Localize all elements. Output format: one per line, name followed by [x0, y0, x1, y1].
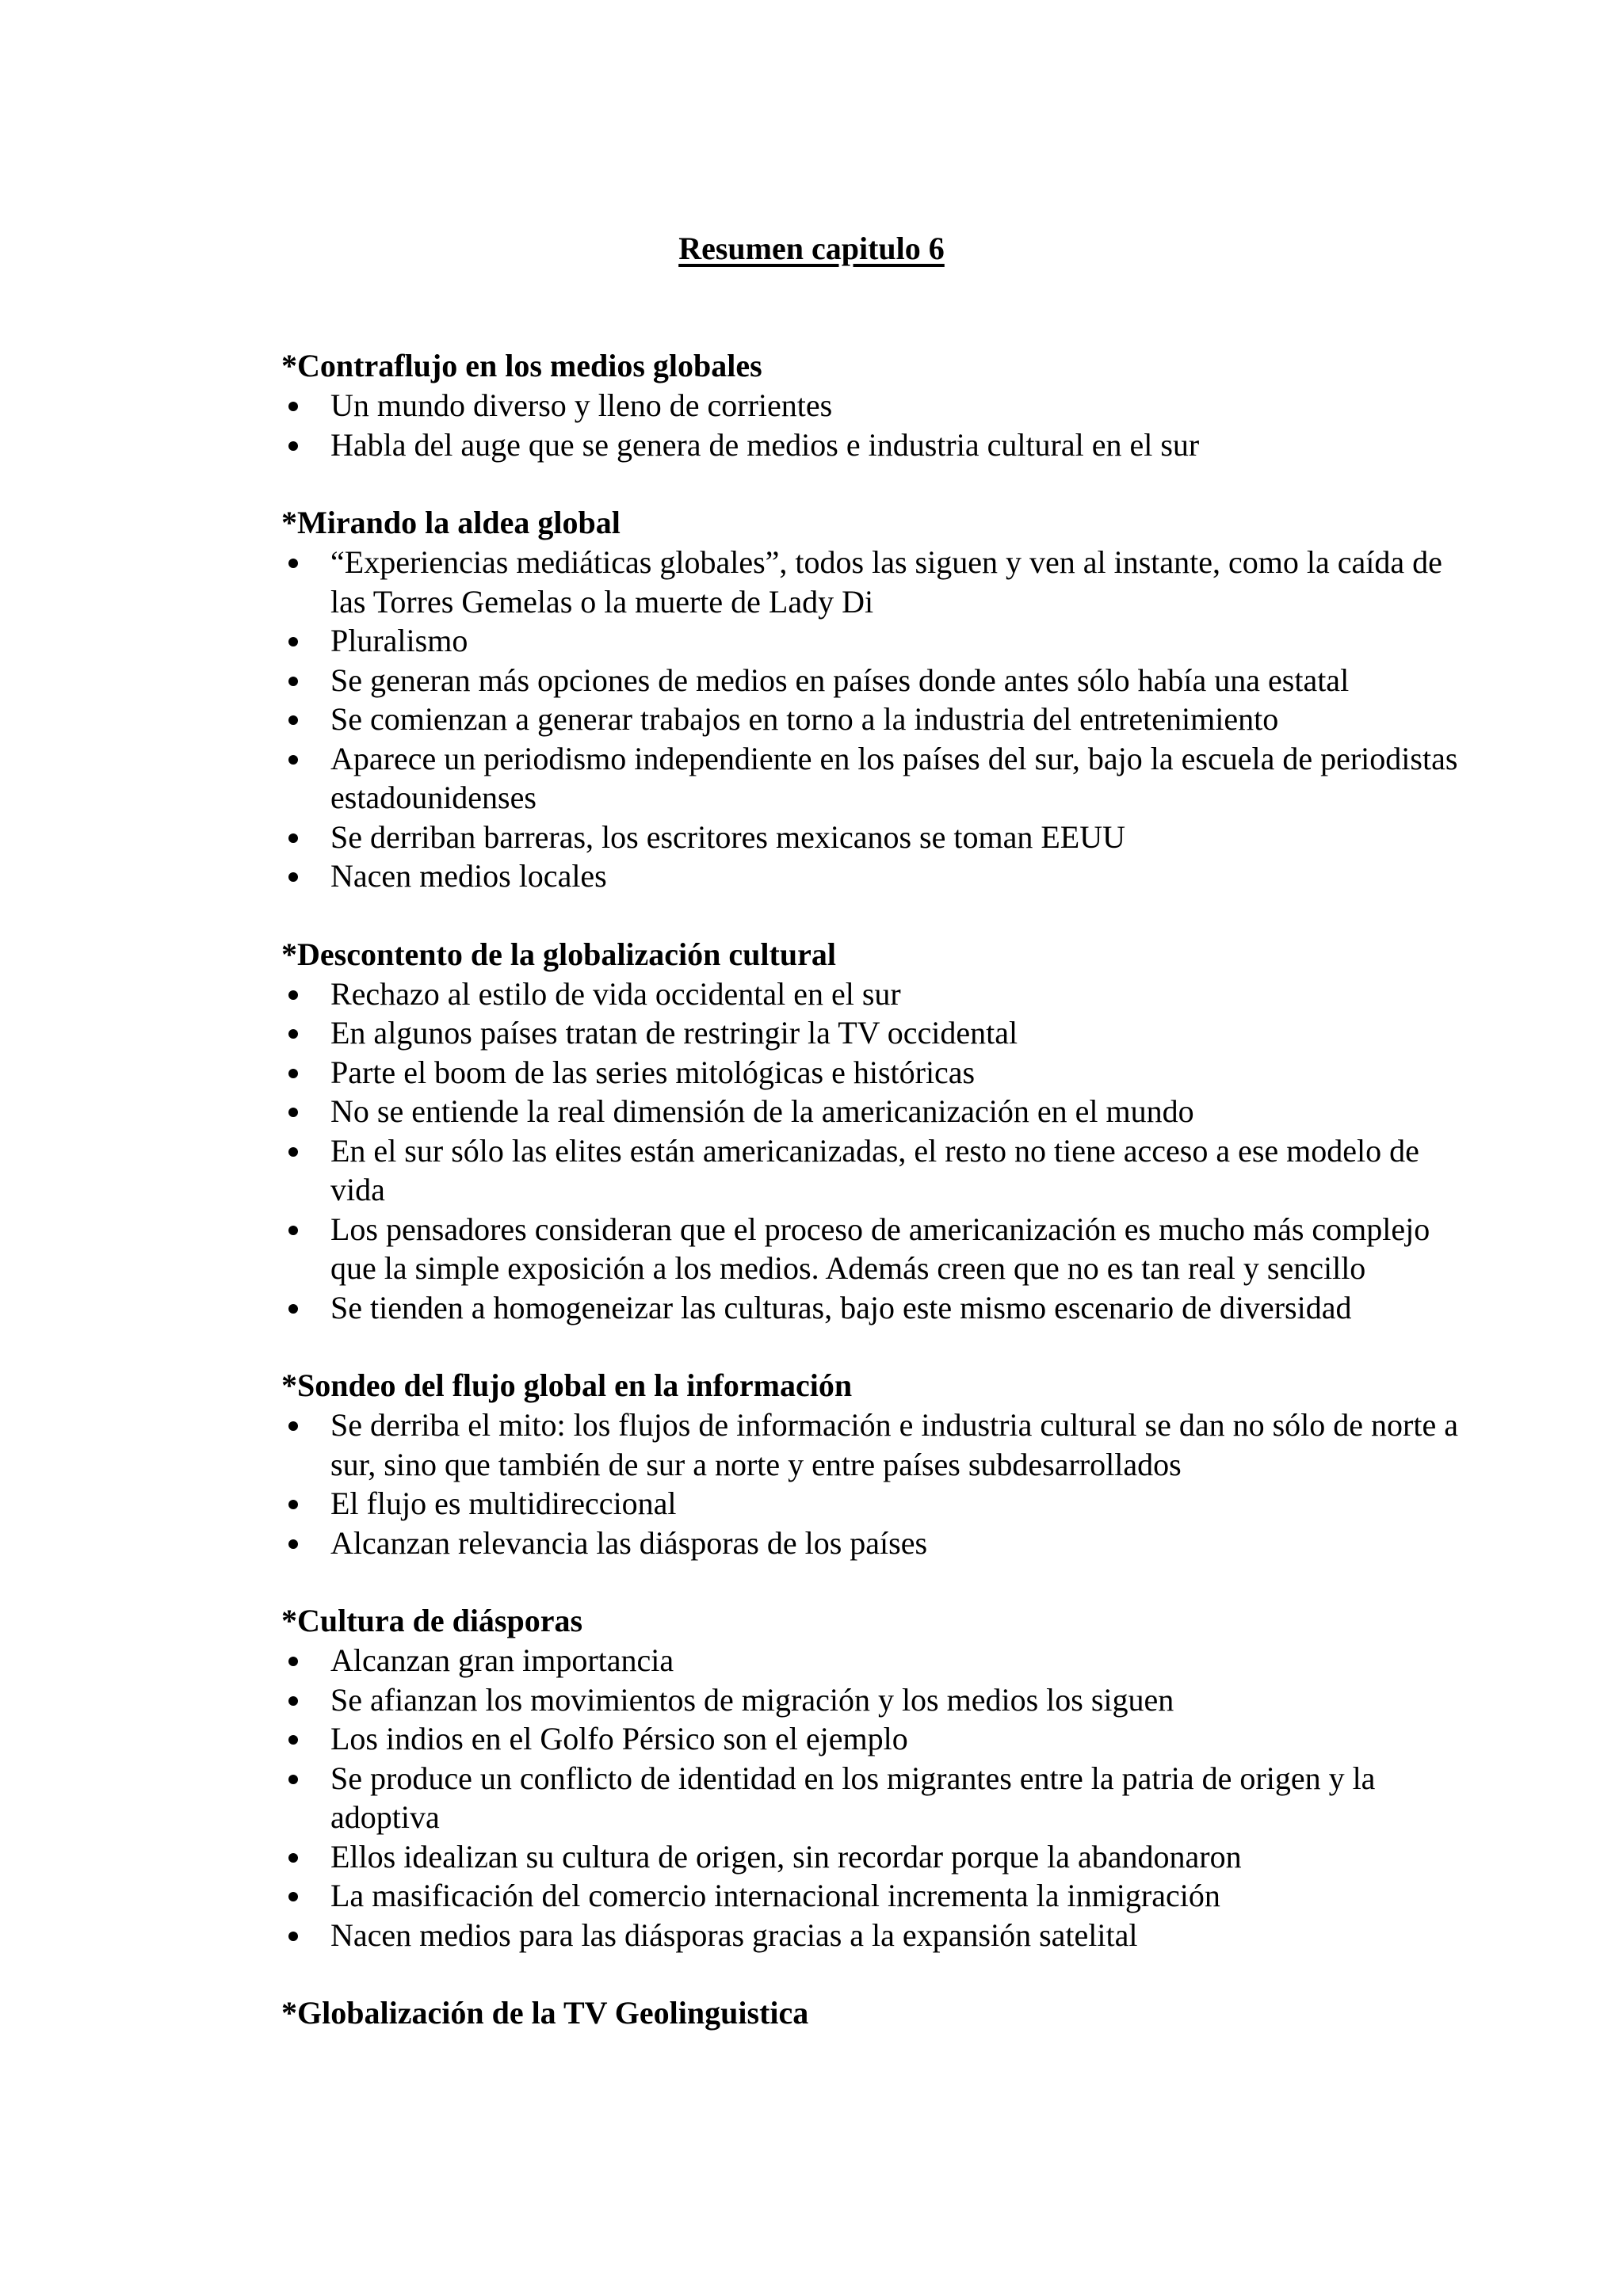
- bullet-dot-icon: [288, 1500, 298, 1509]
- bullet-text: En algunos países tratan de restringir la TV occidental: [330, 1015, 1018, 1051]
- bullet-text: Nacen medios locales: [330, 858, 607, 894]
- page-title: Resumen capitulo 6: [678, 231, 945, 266]
- bullet-item: [281, 1092, 1470, 1131]
- bullet-dot-icon: [288, 1069, 298, 1078]
- bullet-dot-icon: [288, 755, 298, 765]
- bullet-dot-icon: [288, 1853, 298, 1863]
- bullet-item: [281, 1916, 1470, 1955]
- bullet-dot-icon: [288, 1539, 298, 1549]
- bullet-dot-icon: [288, 1421, 298, 1431]
- bullet-item: [281, 1013, 1470, 1053]
- bullet-dot-icon: [288, 990, 298, 1000]
- bullet-text: La masificación del comercio internacional incrementa la inmigración: [330, 1878, 1220, 1913]
- bullet-item: [281, 386, 1470, 425]
- bullet-item: [281, 1876, 1470, 1916]
- bullet-dot-icon: [288, 1932, 298, 1941]
- section-heading: *Cultura de diásporas: [281, 1603, 583, 1638]
- document-section: [281, 935, 1470, 1328]
- bullet-item: [281, 1210, 1470, 1288]
- document-section: [281, 503, 1470, 896]
- bullet-item: [281, 974, 1470, 1014]
- bullet-item: [281, 543, 1470, 621]
- bullet-dot-icon: [288, 833, 298, 843]
- bullet-dot-icon: [288, 677, 298, 686]
- document-body: [281, 346, 1470, 2072]
- bullet-item: [281, 621, 1470, 661]
- bullet-item: [281, 1680, 1470, 1720]
- bullet-item: [281, 1484, 1470, 1524]
- bullet-dot-icon: [288, 1775, 298, 1784]
- bullet-dot-icon: [288, 1108, 298, 1117]
- bullet-item: [281, 425, 1470, 465]
- bullet-item: [281, 1053, 1470, 1093]
- document-section: [281, 346, 1470, 464]
- bullet-text: “Experiencias mediáticas globales”, todos las siguen y ven al instante, como la caída de las Torres Gemelas o la muerte de Lady Di: [330, 544, 1442, 620]
- bullet-list: [281, 386, 1470, 464]
- bullet-dot-icon: [288, 872, 298, 882]
- bullet-item: [281, 1641, 1470, 1680]
- bullet-text: No se entiende la real dimensión de la americanización en el mundo: [330, 1093, 1194, 1129]
- bullet-text: Un mundo diverso y lleno de corrientes: [330, 387, 833, 423]
- bullet-text: Se produce un conflicto de identidad en los migrantes entre la patria de origen y la adoptiva: [330, 1760, 1376, 1835]
- bullet-text: Se generan más opciones de medios en países donde antes sólo había una estatal: [330, 662, 1350, 698]
- bullet-list: [281, 974, 1470, 1328]
- bullet-list: [281, 543, 1470, 896]
- bullet-dot-icon: [288, 559, 298, 568]
- bullet-dot-icon: [288, 637, 298, 646]
- bullet-item: [281, 1719, 1470, 1759]
- bullet-text: Se derriba el mito: los flujos de información e industria cultural se dan no sólo de norte a sur, sino que también de sur a norte y entre países subdesarrollados: [330, 1407, 1458, 1482]
- bullet-text: Nacen medios para las diásporas gracias a la expansión satelital: [330, 1917, 1138, 1953]
- bullet-text: En el sur sólo las elites están americanizadas, el resto no tiene acceso a ese modelo de vida: [330, 1132, 1419, 1207]
- bullet-dot-icon: [288, 402, 298, 411]
- bullet-text: Pluralismo: [330, 623, 468, 658]
- document-section: [281, 1601, 1470, 1955]
- bullet-text: Los pensadores consideran que el proceso de americanización es mucho más complejo que la simple exposición a los medios. Además creen que no es tan real y sencillo: [330, 1211, 1430, 1286]
- bullet-text: Se tienden a homogeneizar las culturas, bajo este mismo escenario de diversidad: [330, 1289, 1352, 1325]
- bullet-dot-icon: [288, 1735, 298, 1745]
- bullet-dot-icon: [288, 1226, 298, 1235]
- bullet-text: Alcanzan relevancia las diásporas de los países: [330, 1524, 928, 1561]
- section-heading: *Contraflujo en los medios globales: [281, 348, 762, 383]
- bullet-item: [281, 661, 1470, 700]
- bullet-item: [281, 1524, 1470, 1563]
- section-heading: *Sondeo del flujo global en la información: [281, 1367, 853, 1403]
- bullet-dot-icon: [288, 441, 298, 451]
- bullet-text: Habla del auge que se genera de medios e industria cultural en el sur: [330, 426, 1200, 463]
- bullet-dot-icon: [288, 715, 298, 725]
- section-heading: *Descontento de la globalización cultural: [281, 936, 836, 972]
- section-heading: *Mirando la aldea global: [281, 505, 621, 540]
- bullet-dot-icon: [288, 1147, 298, 1157]
- bullet-dot-icon: [288, 1657, 298, 1666]
- bullet-item: [281, 1837, 1470, 1877]
- bullet-item: [281, 1131, 1470, 1210]
- document-section: [281, 1993, 1470, 2033]
- bullet-list: [281, 1405, 1470, 1562]
- bullet-text: Alcanzan gran importancia: [330, 1642, 674, 1678]
- bullet-dot-icon: [288, 1696, 298, 1706]
- bullet-text: El flujo es multidireccional: [330, 1486, 677, 1521]
- bullet-text: Parte el boom de las series mitológicas e históricas: [330, 1054, 976, 1090]
- bullet-text: Ellos idealizan su cultura de origen, sin recordar porque la abandonaron: [330, 1838, 1242, 1875]
- bullet-text: Rechazo al estilo de vida occidental en el sur: [330, 975, 901, 1012]
- bullet-dot-icon: [288, 1304, 298, 1314]
- bullet-list: [281, 1641, 1470, 1955]
- section-heading: *Globalización de la TV Geolinguistica: [281, 1995, 809, 2031]
- bullet-dot-icon: [288, 1029, 298, 1039]
- bullet-text: Se derriban barreras, los escritores mexicanos se toman EEUU: [330, 818, 1125, 855]
- bullet-text: Los indios en el Golfo Pérsico son el ejemplo: [330, 1721, 908, 1756]
- document-section: [281, 1366, 1470, 1562]
- bullet-item: [281, 856, 1470, 896]
- bullet-item: [281, 739, 1470, 818]
- bullet-item: [281, 1759, 1470, 1837]
- bullet-text: Se afianzan los movimientos de migración y los medios los siguen: [330, 1681, 1174, 1718]
- bullet-item: [281, 700, 1470, 739]
- bullet-item: [281, 1288, 1470, 1328]
- bullet-item: [281, 1405, 1470, 1484]
- bullet-text: Se comienzan a generar trabajos en torno a la industria del entretenimiento: [330, 701, 1279, 737]
- bullet-item: [281, 818, 1470, 857]
- bullet-text: Aparece un periodismo independiente en los países del sur, bajo la escuela de periodistas estadounidenses: [330, 740, 1458, 815]
- bullet-dot-icon: [288, 1892, 298, 1901]
